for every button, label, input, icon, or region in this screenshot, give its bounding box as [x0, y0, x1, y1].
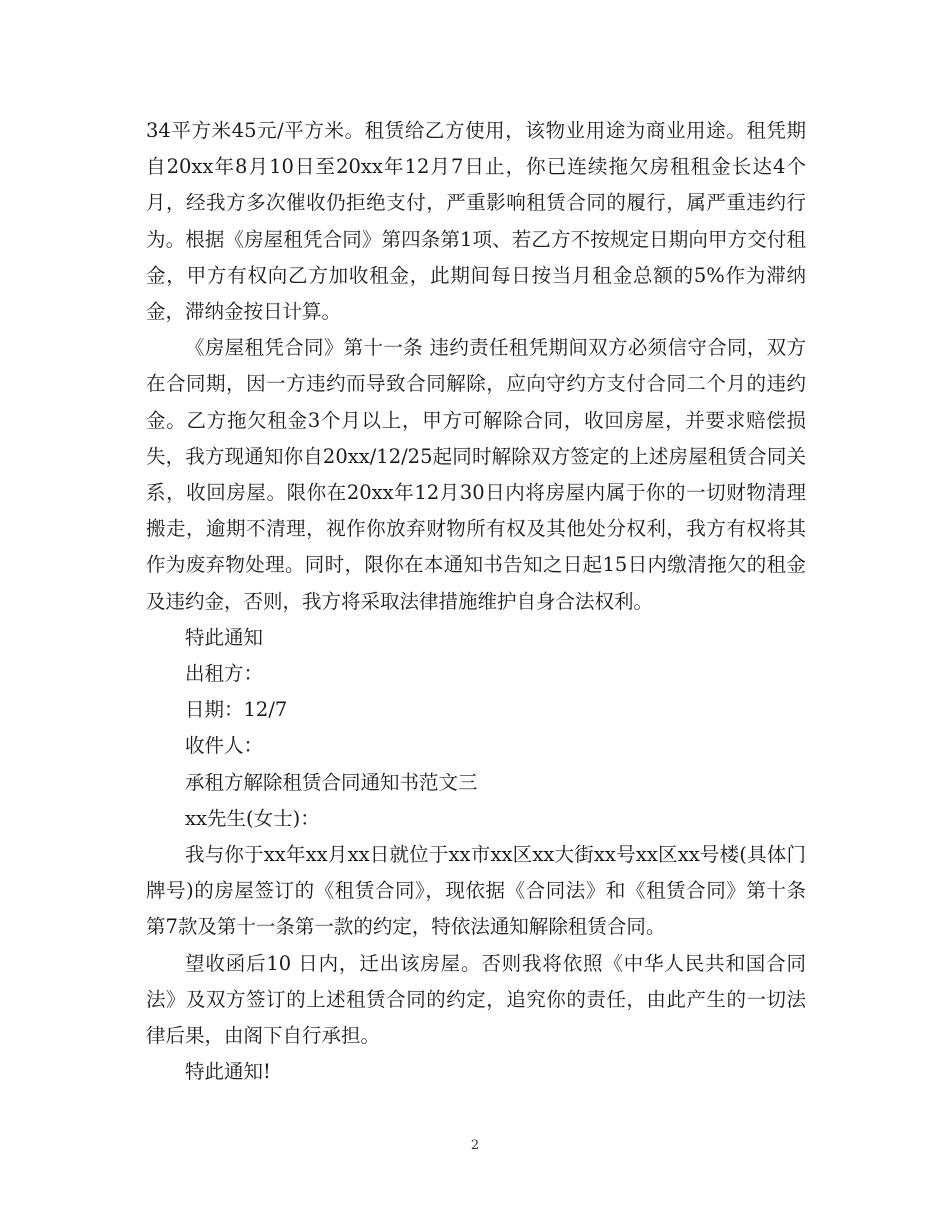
paragraph-contract-termination: 《房屋租凭合同》第十一条 违约责任租凭期间双方必须信守合同，双方在合同期，因一方违约而导致合同解除，应向守约方支付合同二个月的违约金。乙方拖欠租金3个月以上，甲方可解除合同，收回房屋，并要求赔偿损失，我方现通知你自20xx/12/25起同时解除双方签定的上述房屋租赁合同关系，收回房屋。限你在20xx年12月30日内将房屋内属于你的一切财物清理搬走，逾期不清理，视作你放弃财物所有权及其他处分权利，我方有权将其作为废弃物处理。同时，限你在本通知书告知之日起15日内缴清拖欠的租金及违约金，否则，我方将采取法律措施维护自身合法权利。 — [146, 336, 806, 613]
paragraph-lessor: 出租方： — [185, 662, 264, 686]
section-heading-sample-three: 承租方解除租赁合同通知书范文三 — [185, 770, 478, 794]
paragraph-date: 日期：12/7 — [185, 698, 288, 722]
paragraph-recipient: 收件人： — [185, 734, 264, 758]
paragraph-move-out: 望收函后10 日内，迁出该房屋。否则我将依照《中华人民共和国合同法》及双方签订的上述租赁合同的约定，追究你的责任，由此产生的一切法律后果，由阁下自行承担。 — [146, 951, 806, 1048]
paragraph-notice-closing: 特此通知 — [185, 625, 264, 649]
page-number: 2 — [470, 1138, 480, 1153]
paragraph-final-notice: 特此通知! — [185, 1060, 271, 1084]
document-body — [146, 113, 806, 1090]
paragraph-rent-arrears: 34平方米45元/平方米。租赁给乙方使用，该物业用途为商业用途。租凭期自20xx年8月10日至20xx年12月7日止，你已连续拖欠房租租金长达4个月，经我方多次催收仍拒绝支付，严重影响租赁合同的履行，属严重违约行为。根据《房屋租凭合同》第四条第1项、若乙方不按规定日期向甲方交付租金，甲方有权向乙方加收租金，此期间每日按当月租金总额的5%作为滞纳金，滞纳金按日计算。 — [146, 119, 806, 324]
paragraph-lease-termination: 我与你于xx年xx月xx日就位于xx市xx区xx大街xx号xx区xx号楼(具体门牌号)的房屋签订的《租赁合同》，现依据《合同法》和《租赁合同》第十条第7款及第十一条第一款的约定，特依法通知解除租赁合同。 — [146, 843, 806, 939]
paragraph-salutation: xx先生(女士)： — [185, 806, 320, 830]
